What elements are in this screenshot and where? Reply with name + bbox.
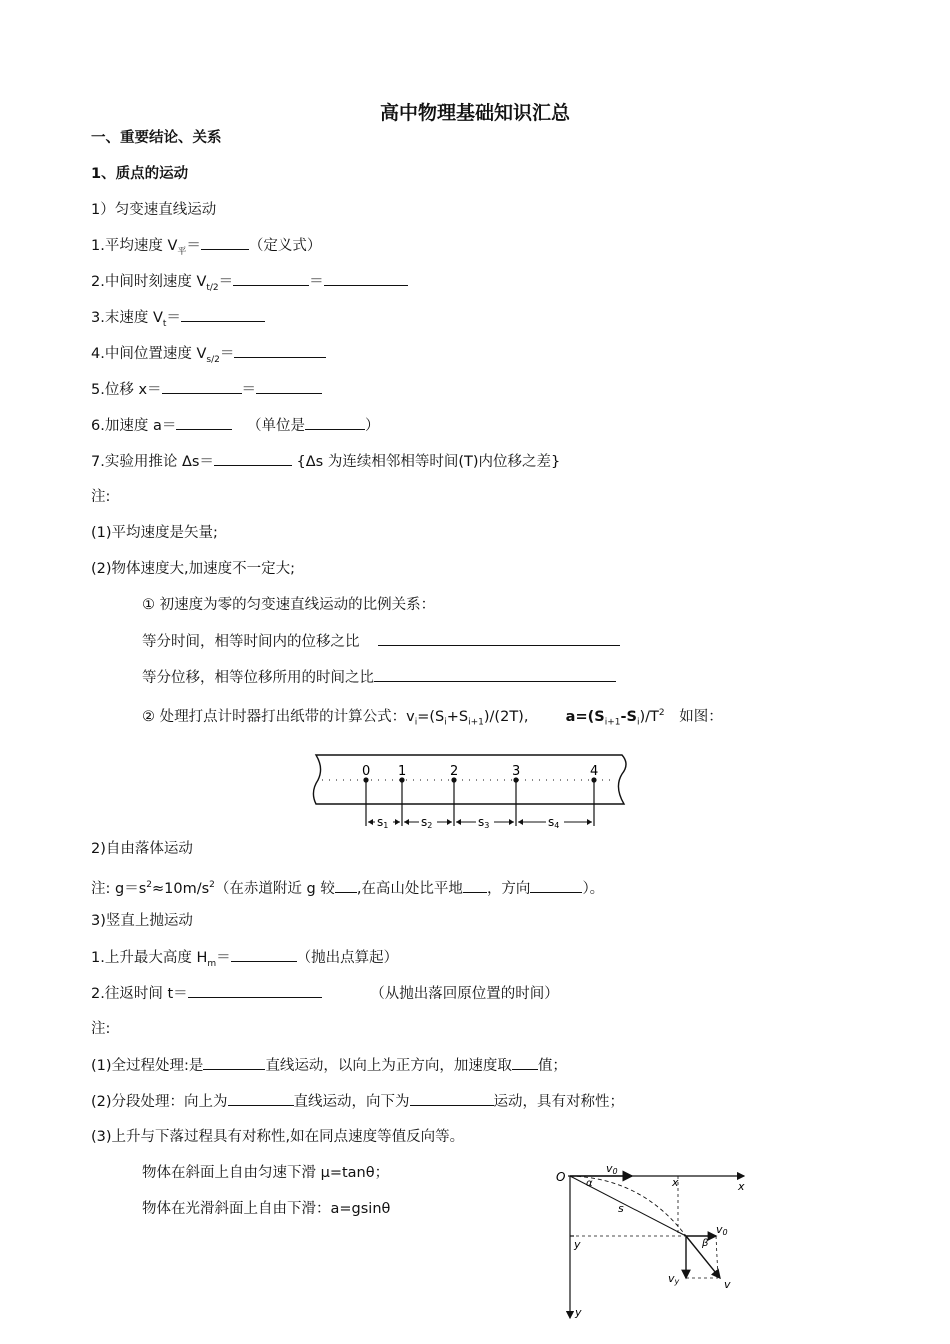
ratio-displacement: 等分位移，相等位移所用的时间之比 (142, 667, 616, 688)
arrowhead (587, 819, 592, 825)
note-label: 注: (91, 1021, 111, 1037)
note-item: (2)分段处理：向上为 直线运动，向下为 运动，具有对称性； (91, 1091, 624, 1112)
v0-label-top: v0 (606, 1162, 618, 1176)
v-guide-v (716, 1236, 718, 1278)
blank[interactable] (203, 1055, 265, 1070)
ticker-tape-figure (310, 752, 630, 832)
item-acceleration: 6.加速度 a＝ （单位是 ） (91, 415, 379, 436)
v-label: v (724, 1278, 731, 1291)
page-title: 高中物理基础知识汇总 (379, 102, 570, 124)
s-label: s (618, 1202, 624, 1215)
projectile-figure (552, 1160, 757, 1328)
item-round-trip-time: 2.往返时间 t＝ （从抛出落回原位置的时间） (91, 983, 559, 1004)
blank[interactable] (256, 379, 322, 394)
blank[interactable] (234, 343, 326, 358)
tape-point-label: 2 (450, 764, 459, 779)
arrowhead (456, 819, 461, 825)
item-max-height: 1.上升最大高度 $H_m=$ （抛出点算起） (91, 947, 398, 974)
tape-point-label: 3 (512, 764, 521, 779)
blank[interactable] (324, 271, 408, 286)
incline-smooth: 物体在光滑斜面上自由下滑：a=gsinθ (142, 1201, 391, 1217)
beta-label: β (702, 1238, 709, 1249)
blank[interactable] (305, 415, 365, 430)
y-label: y (574, 1238, 581, 1251)
part-heading-uniform: 1）匀变速直线运动 (91, 202, 217, 218)
subsection-heading: 1、质点的运动 (91, 166, 189, 182)
incline-uniform: 物体在斜面上自由匀速下滑 μ=tanθ； (142, 1165, 390, 1181)
part-heading-vertical-throw: 3)竖直上抛运动 (91, 913, 193, 929)
item-displacement: 5.位移 x＝ ＝ (91, 379, 322, 400)
tape-formula: ② 处理打点计时器打出纸带的计算公式：$v_i=(S_i+S_{i+1})/(2T)$, $a=(S_{i+1}-S_i)/T^2$ 如图： (142, 708, 723, 728)
note-item: (1)平均速度是矢量; (91, 525, 218, 541)
blank[interactable] (176, 415, 232, 430)
vy-label: vy (668, 1272, 680, 1286)
arrowhead (404, 819, 409, 825)
blank[interactable] (378, 631, 620, 646)
blank[interactable] (530, 878, 582, 893)
section-heading: 一、重要结论、关系 (91, 130, 222, 146)
ratio-heading: ① 初速度为零的匀变速直线运动的比例关系： (142, 597, 436, 613)
blank[interactable] (335, 878, 357, 893)
note-label: 注: (91, 489, 111, 505)
x-axis-label: x (738, 1180, 745, 1193)
note-item: (2)物体速度大,加速度不一定大; (91, 561, 296, 577)
blank[interactable] (233, 271, 309, 286)
tape-point-label: 4 (590, 764, 599, 779)
arrowhead (368, 819, 373, 825)
tape-segment-label: s3 (478, 815, 490, 830)
item-average-velocity: 1.平均速度 $V_平=$ （定义式） (91, 235, 321, 262)
ratio-time: 等分时间，相等时间内的位移之比 (142, 631, 620, 652)
v0-label-point: v0 (716, 1223, 728, 1237)
blank[interactable] (374, 667, 616, 682)
blank[interactable] (162, 379, 242, 394)
blank[interactable] (214, 451, 292, 466)
blank[interactable] (201, 235, 249, 250)
x-label: x (672, 1176, 679, 1189)
arrowhead (509, 819, 514, 825)
tape-segment-label: s4 (548, 815, 560, 830)
arrowhead (518, 819, 523, 825)
blank[interactable] (188, 983, 322, 998)
freefall-note: 注: $g=s^2\approx 10m/s^2$（在赤道附近 g 较 ,在高山处比平地 ，方向 ）。 (91, 875, 604, 899)
blank[interactable] (463, 878, 487, 893)
blank[interactable] (231, 947, 297, 962)
tape-segment-label: s2 (421, 815, 433, 830)
alpha-label: α (586, 1178, 593, 1189)
tape-segment-label: s1 (377, 815, 389, 830)
arrowhead (447, 819, 452, 825)
blank[interactable] (512, 1055, 538, 1070)
note-item: (1)全过程处理:是 直线运动，以向上为正方向，加速度取 值； (91, 1055, 567, 1076)
blank[interactable] (410, 1091, 494, 1106)
part-heading-freefall: 2)自由落体运动 (91, 841, 193, 857)
blank[interactable] (181, 307, 265, 322)
tape-point-label: 0 (362, 764, 371, 779)
blank[interactable] (228, 1091, 294, 1106)
note-item: (3)上升与下落过程具有对称性,如在同点速度等值反向等。 (91, 1129, 465, 1145)
item-mid-position-velocity: 4.中间位置速度 $V_{s/2}=$ (91, 343, 326, 370)
arrowhead (395, 819, 400, 825)
origin-label: O (556, 1170, 566, 1184)
item-mid-time-velocity: 2.中间时刻速度 $V_{t/2}=$ ＝ (91, 271, 408, 298)
item-experimental-inference: 7.实验用推论 Δs＝ {Δs 为连续相邻相等时间(T)内位移之差} (91, 451, 560, 472)
y-axis-label: y (575, 1306, 582, 1319)
tape-point-label: 1 (398, 764, 407, 779)
item-final-velocity: 3.末速度 $V_t=$ (91, 307, 265, 334)
